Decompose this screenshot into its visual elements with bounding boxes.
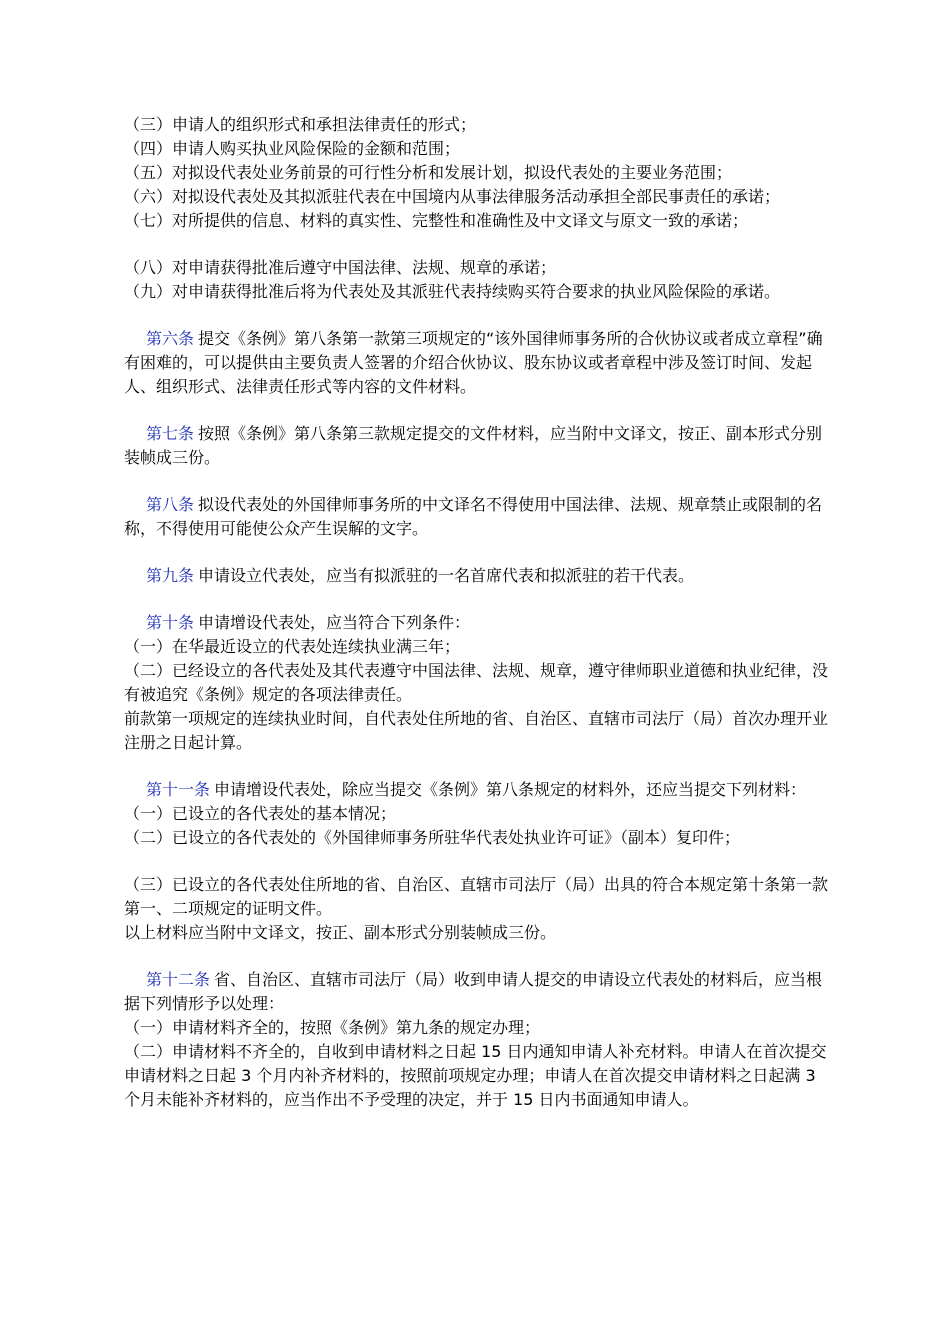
clause-3: （三）申请人的组织形式和承担法律责任的形式； (124, 115, 477, 134)
article-heading: 第六条 (146, 329, 195, 348)
paragraph-gap (124, 945, 836, 968)
document-body (124, 113, 836, 1112)
clause-8: （八）对申请获得批准后遵守中国法律、法规、规章的承诺； (124, 258, 557, 277)
article-9 (124, 564, 836, 588)
article-7 (124, 422, 836, 470)
article-heading: 第十一条 (146, 780, 211, 799)
clause-list (124, 113, 836, 233)
article-heading: 第十条 (146, 613, 195, 632)
article-text: 提交《条例》第八条第一款第三项规定的“该外国律师事务所的合伙协议或者成立章程”确有困难的，可以提供由主要负责人签署的介绍合伙协议、股东协议或者章程中涉及签订时间、发起人、组织形式、法律责任形式等内容的文件材料。 (124, 329, 823, 396)
clause-6: （六）对拟设代表处及其拟派驻代表在中国境内从事法律服务活动承担全部民事责任的承诺； (124, 187, 781, 206)
clause-1: （一）申请材料齐全的，按照《条例》第九条的规定办理； (124, 1018, 541, 1037)
clause-9: （九）对申请获得批准后将为代表处及其派驻代表持续购买符合要求的执业风险保险的承诺。 (124, 282, 781, 301)
paragraph-gap (124, 541, 836, 564)
article-text: 拟设代表处的外国律师事务所的中文译名不得使用中国法律、法规、规章禁止或限制的名称，不得使用可能使公众产生误解的文字。 (124, 495, 823, 538)
article-heading: 第七条 (146, 424, 195, 443)
paragraph-gap (124, 470, 836, 493)
paragraph-gap (124, 233, 836, 256)
paragraph-gap (124, 850, 836, 873)
clause-1: （一）已设立的各代表处的基本情况； (124, 804, 397, 823)
article-6 (124, 327, 836, 399)
clause-2: （二）申请材料不齐全的，自收到申请材料之日起 15 日内通知申请人补充材料。申请人在首次提交申请材料之日起 3 个月内补齐材料的，按照前项规定办理；申请人在首次提交申请材料之日起满 3 个月未能补齐材料的，应当作出不予受理的决定，并于 15 日内书面通知申请人。 (124, 1042, 827, 1109)
paragraph-gap (124, 588, 836, 611)
article-heading: 第八条 (146, 495, 195, 514)
paragraph-gap (124, 399, 836, 422)
article-8 (124, 493, 836, 541)
clause-5: （五）对拟设代表处业务前景的可行性分析和发展计划，拟设代表处的主要业务范围； (124, 163, 733, 182)
article-text: 申请增设代表处，应当符合下列条件： (198, 613, 471, 632)
article-heading: 第九条 (146, 566, 195, 585)
clause-2: （二）已设立的各代表处的《外国律师事务所驻华代表处执业许可证》（副本）复印件； (124, 828, 741, 847)
paragraph-gap (124, 304, 836, 327)
article-text: 按照《条例》第八条第三款规定提交的文件材料，应当附中文译文，按正、副本形式分别装帧成三份。 (124, 424, 823, 467)
article-text: 申请增设代表处，除应当提交《条例》第八条规定的材料外，还应当提交下列材料： (214, 780, 807, 799)
clause-list (124, 256, 836, 304)
clause-4: （四）申请人购买执业风险保险的金额和范围； (124, 139, 461, 158)
article-text: 申请设立代表处，应当有拟派驻的一名首席代表和拟派驻的若干代表。 (198, 566, 695, 585)
article-12 (124, 968, 836, 1016)
article-heading: 第十二条 (146, 970, 211, 989)
note-paragraph: 以上材料应当附中文译文，按正、副本形式分别装帧成三份。 (124, 923, 557, 942)
article-text: 省、自治区、直辖市司法厅（局）收到申请人提交的申请设立代表处的材料后，应当根据下列情形予以处理： (124, 970, 823, 1013)
note-paragraph: 前款第一项规定的连续执业时间，自代表处住所地的省、自治区、直辖市司法厅（局）首次办理开业注册之日起计算。 (124, 709, 829, 752)
paragraph-gap (124, 755, 836, 778)
clause-7: （七）对所提供的信息、材料的真实性、完整性和准确性及中文译文与原文一致的承诺； (124, 211, 749, 230)
clause-3: （三）已设立的各代表处住所地的省、自治区、直辖市司法厅（局）出具的符合本规定第十条第一款第一、二项规定的证明文件。 (124, 875, 829, 918)
clause-1: （一）在华最近设立的代表处连续执业满三年； (124, 637, 461, 656)
article-11 (124, 778, 836, 802)
article-10 (124, 611, 836, 635)
clause-2: （二）已经设立的各代表处及其代表遵守中国法律、法规、规章，遵守律师职业道德和执业纪律，没有被追究《条例》规定的各项法律责任。 (124, 661, 829, 704)
